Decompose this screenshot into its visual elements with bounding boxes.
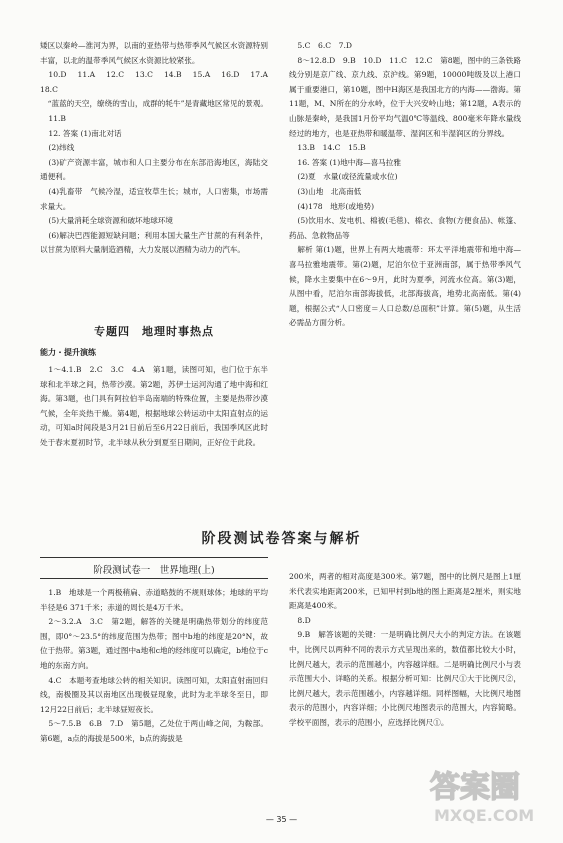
paragraph: 13.B 14.C 15.B [297,143,366,153]
paragraph: 解析 第(1)题，世界上有两大地震带：环太平洋地震带和地中海—喜马拉雅地震带。第(2)题，尼泊尔位于亚洲南部，属于热带季风气候，降水主要集中在6～9月，此时为夏季，河流水位高。第(3)题，从图中看，尼泊尔南部海拔低，北部海拔高，地势北高南低。第(4)题，根据公式“人口密度＝人口总数/总面积”计算。第(5)题，从生活必需品方面分析。 [289,245,521,328]
left-column-bottom [40,586,268,747]
paragraph: (5)饮用水、发电机、棉被(毛毯)、棉衣、食物(方便食品)、帐篷、药品、急救物品等 [289,216,521,240]
watermark-text: MXQE.COM [434,806,535,825]
paragraph: 5～7.5.B 6.B 7.D 第5题，乙处位于两山峰之间，为鞍部。第6题，a点的海拔是500米，b点的海拔是 [40,719,268,743]
paragraph: (3)山地 北高南低 [297,186,362,196]
paragraph: 16. 答案 (1)地中海—喜马拉雅 [297,157,401,167]
right-column-top [289,39,521,331]
paragraph: “蓝蓝的天空，缭绕的雪山，成群的牦牛”是青藏地区常见的景观。 [40,99,268,109]
watermark-logo [424,759,549,829]
paragraph: (2)夏 水量(或径流量或水位) [297,172,398,182]
paragraph: 8～12.8.D 9.B 10.D 11.C 12.C 第8题，图中的三条铁路线分别是京广线、京九线、京沪线。第9题，10000吨级及以上港口属于重要港口，第10题，图中H海区是我国北方的内海——渤海。第11题，M、N所在的分水岭，位于大兴安岭山地；第12题，A表示的山脉是秦岭，是我国1月份平均气温0℃等温线、800毫米年降水量线经过的地方，也是亚热带和暖温带、湿润区和半湿润区的分界线。 [289,55,521,138]
paragraph: 12. 答案 (1)南北对话 [48,128,122,138]
left-column-top [40,39,276,258]
paragraph: 10.D 11.A 12.C 13.C 14.B 15.A 16.D 17.A 18.C [40,70,276,94]
paragraph: 2～3.2.A 3.C 第2题，解答的关键是明确热带划分的纬度范围，即0°～23.5°的纬度范围为热带；图中b地的纬度是20°N，故位于热带。第3题，通过图中a地和c地的经纬度可以确定，b地位于c地的东南方向。 [40,617,268,670]
paragraph: (6)解决巴西能源短缺问题；利用本国大量生产甘蔗的有利条件，以甘蔗为原料大量制造酒精，大力发展以酒精为动力的汽车。 [40,230,268,255]
page-number: — 35 — [265,815,298,824]
paragraph: 200米，两者的相对高度是300米。第7题，图中的比例尺是图上1厘米代表实地距离200米，已知甲村到b地的图上距离是2厘米，则实地距离是400米。 [289,572,521,611]
part-title: 阶段测试卷答案与解析 [201,531,362,547]
paragraph: 11.B [48,113,67,123]
subsection-title: 能力・提升演练 [40,348,96,357]
divider [40,578,268,579]
test-title: 阶段测试卷一 世界地理(上) [93,565,215,576]
paragraph: 1～4.1.B 2.C 3.C 4.A 第1题，读图可知，也门位于东半球和北半球之间，热带沙漠。第2题，苏伊士运河沟通了地中海和红海。第3题，也门具有阿拉伯半岛南端的特殊位置，主要是热带沙漠气候，全年炎热干燥。第4题，根据地球公转运动中太阳直射点的运动，可知a时间段是3月21日前后至6月22日前后，我国季风区此时处于春末夏初时节，北半球从秋分到夏至日期间，正好位于此段。 [40,365,268,447]
svg-text:答案圈: 答案圈 [430,770,520,805]
paragraph: (4)178 地形(或地势) [297,201,375,211]
paragraph: (2)纬线 [48,143,75,153]
paragraph: (4)乳畜带 气候冷湿，适宜牧草生长；城市，人口密集，市场需求量大。 [40,186,268,211]
paragraph: 8.D [297,615,311,625]
right-column-bottom [289,570,521,731]
paragraph: 1.B 地球是一个两极稍扁、赤道略鼓的不规则球体；地球的平均半径是6 371千米；赤道的周长是4万千米。 [40,588,268,612]
left-column-mid [40,363,268,451]
paragraph: (5)大量消耗全球资源和破坏地球环境 [48,216,174,226]
paragraph: 4.C 本题考查地球公转的相关知识。读图可知，太阳直射南回归线，南极圈及其以南地区出现极昼现象，此时为北半球冬至日，即12月22日前后；北半球昼短夜长。 [40,675,268,714]
page-number-value: 35 [276,815,287,824]
paragraph: 5.C 6.C 7.D [297,41,352,50]
paragraph: 矮区以秦岭—淮河为界，以南的亚热带与热带季风气候区水资源特别丰富，以北的温带季风气候区水资源比较紧张。 [40,41,268,65]
paragraph: 9.B 解答该题的关键：一是明确比例尺大小的判定方法。在该题中，比例尺以两种不同的表示方式呈现出来的，数值都比较大小时，比例尺越大，表示的范围越小，内容越详细。二是明确比例尺小与表示范围大小、详略的关系。根据分析可知：比例尺①大于比例尺②，比例尺越大，表示范围越小，内容越详细。同样图幅，大比例尺地图表示的范围小，内容详细；小比例尺地图表示的范围大，内容简略。学校平面图，表示的范围小，应选择比例尺①。 [289,630,521,727]
paragraph: (3)矿产资源丰富，城市和人口主要分布在东部沿海地区，海陆交通便利。 [40,157,268,182]
divider [40,557,268,558]
section-title: 专题四 地理时事热点 [94,325,214,338]
